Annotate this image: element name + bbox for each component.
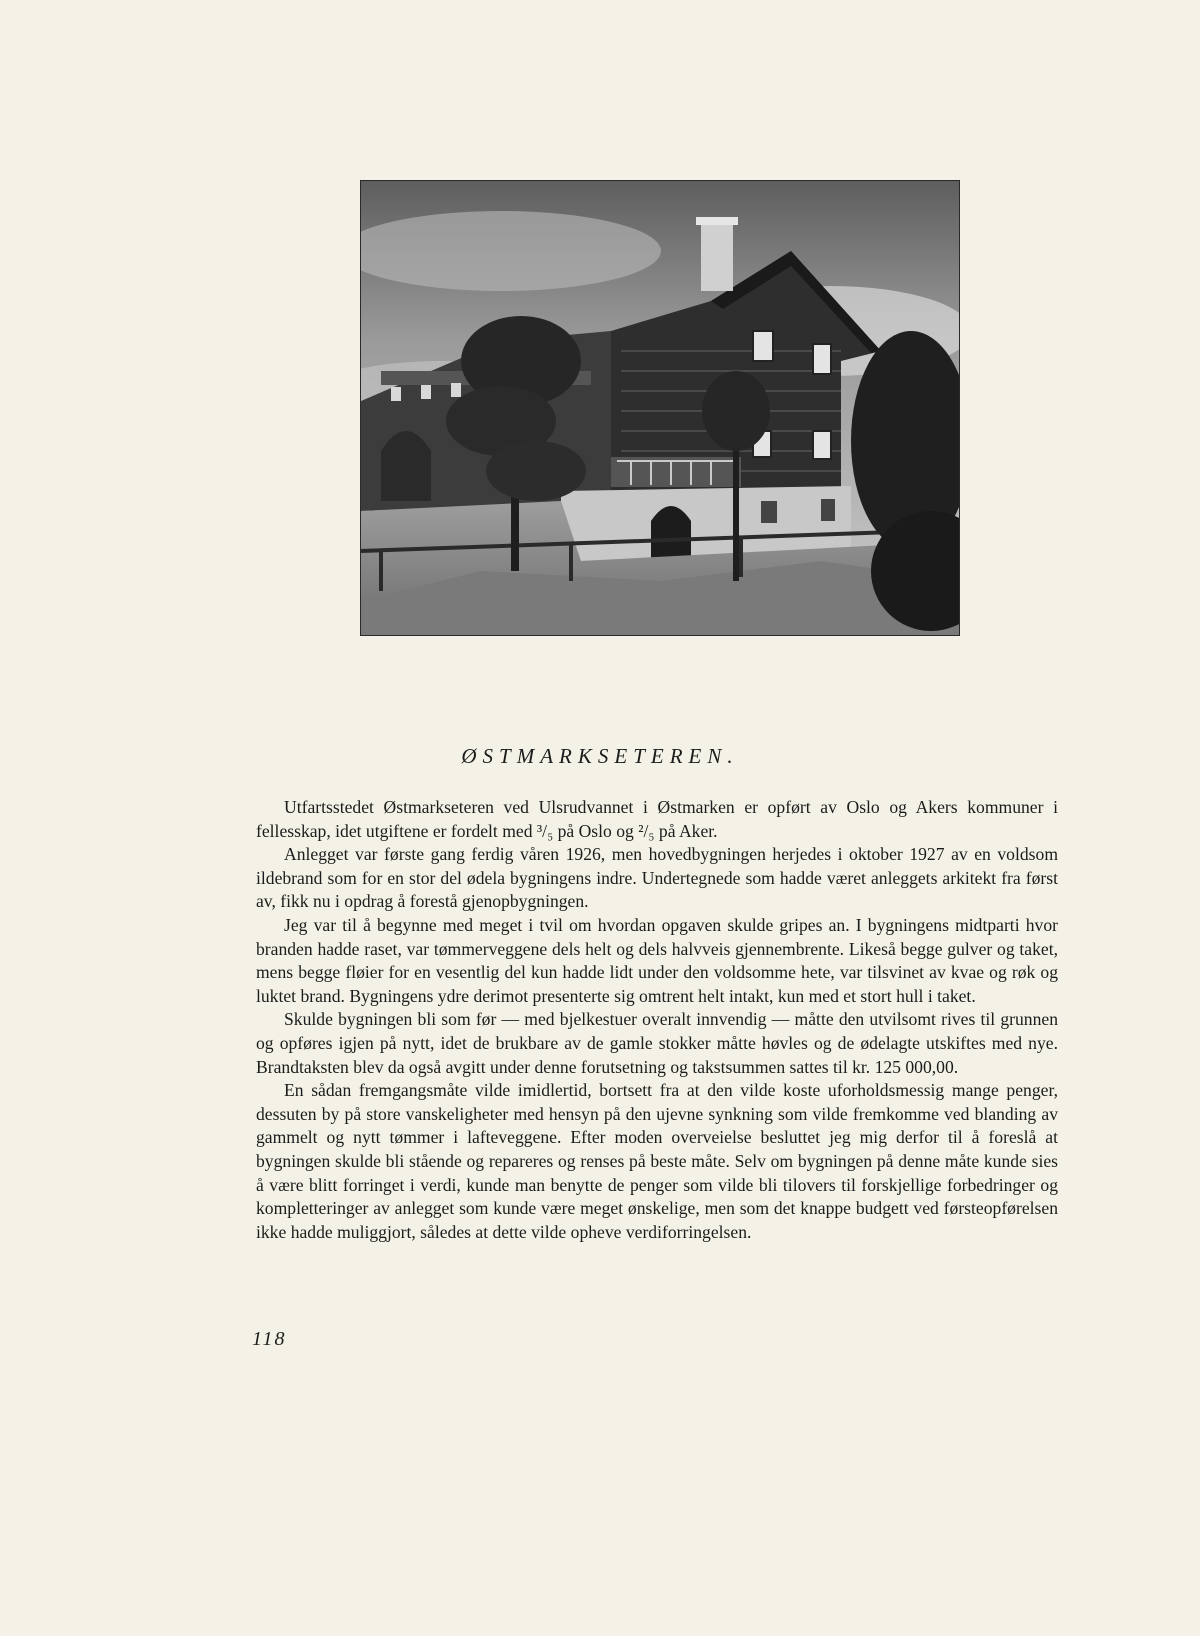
paragraph: En sådan fremgangsmåte vilde imidlertid, bortsett fra at den vilde koste uforholdsmessig mange penger, dessuten by på store vanskeligheter med hensyn på den ujevne synkning som vilde fremkomme ved blanding av gammelt og nytt tømmer i lafteveggene. Efter moden overveielse besluttet jeg mig derfor til å foreslå at bygningen skulde bli stående og repareres og renses på beste måte. Selv om bygningen på denne måte kunde sies å være blitt forringet i verdi, kunde man benytte de penger som vilde bli tilovers til forskjellige forbedringer og kompletteringer av anlegget som kunde være meget ønskelige, men som det knappe budgett ved førsteopførelsen ikke hadde muliggjort, således at dette vilde opheve verdiforringelsen. — [256, 1080, 1058, 1242]
building-photo — [360, 180, 960, 636]
article-body — [256, 796, 1058, 1244]
log-building-illustration — [361, 181, 959, 635]
paragraph: Anlegget var første gang ferdig våren 1926, men hovedbygningen herjedes i oktober 1927 av en voldsom ildebrand som for en stor del ødela bygningens indre. Undertegnede som hadde været anleggets arkitekt fra først av, fikk nu i opdrag å forestå gjenopbygningen. — [256, 844, 1058, 912]
paragraph: Jeg var til å begynne med meget i tvil om hvordan opgaven skulde gripes an. I bygningens midtparti hvor branden hadde raset, var tømmerveggene dels helt og dels halvveis gjennembrente. Likeså begge gulver og taket, mens begge fløier for en vesentlig del kun hadde lidt under den voldsomme hete, var tilsvinet av kvae og røk og luktet brand. Bygningens ydre derimot presenterte sig omtrent helt intakt, kun med et stort hull i taket. — [256, 914, 1058, 1006]
paragraph: Utfartsstedet Østmarkseteren ved Ulsrudvannet i Østmarken er opført av Oslo og Akers kommuner i fellesskap, idet utgiftene er fordelt med ³/₅ på Oslo og ²/₅ på Aker. — [256, 797, 1058, 841]
paragraph: Skulde bygningen bli som før — med bjelkestuer overalt innvendig — måtte den utvilsomt rives til grunnen og opføres igjen på nytt, idet de brukbare av de gamle stokker måtte høvles og de ødelagte utskiftes med nye. Brandtaksten blev da også avgitt under denne forutsetning og takstsummen sattes til kr. 125 000,00. — [256, 1009, 1058, 1077]
article-title: ØSTMARKSETEREN. — [461, 744, 739, 768]
page-number: 118 — [252, 1328, 287, 1350]
